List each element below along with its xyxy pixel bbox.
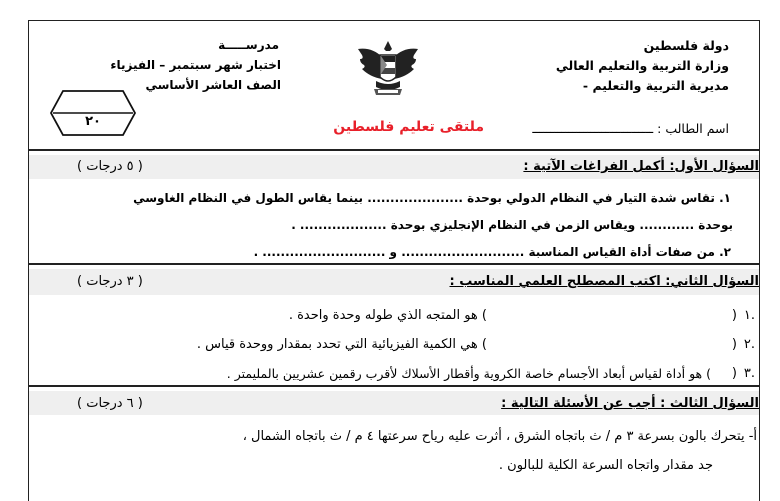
q1-line-3: ٢. من صفات أداة القياس المناسبة ........................... و ........................... .	[253, 245, 731, 259]
q2-item-3-text: ) هو أداة لقياس أبعاد الأجسام خاصة الكروية وأقطار الأسلاك لأقرب رقمين عشريين بالمليمتر .	[226, 366, 711, 381]
forum-name: ملتقى تعليم فلسطين	[333, 119, 484, 135]
q2-item-3-open: (	[731, 366, 737, 381]
q2-item-2-text: ) هي الكمية الفيزيائية التي تحدد بمقدار ووحدة قياس .	[196, 337, 487, 352]
school-label: مدرســـــة	[218, 38, 279, 52]
q3-title: السؤال الثالث : أجب عن الأسئلة التالية :	[501, 396, 759, 411]
exam-title: اختبار شهر سبتمبر – الفيزياء	[110, 58, 281, 72]
score-total: ٢٠	[85, 114, 101, 129]
directorate-name: مديرية التربية والتعليم -	[582, 78, 729, 93]
q3-line-1: أ- يتحرك بالون بسرعة ٣ م / ث باتجاه الشرق ، أثرت عليه رياح سرعتها ٤ م / ث باتجاه الشمال ،	[242, 429, 757, 444]
grade-label: الصف العاشر الأساسي	[145, 78, 281, 92]
country-name: دولة فلسطين	[643, 38, 729, 53]
q2-item-2-open: (	[731, 337, 737, 352]
q1-grade: ( ٥ درجات )	[77, 159, 143, 174]
q2-item-2-num: .٢	[743, 337, 755, 352]
q2-item-3-num: .٣	[743, 366, 755, 381]
score-hexagon	[49, 89, 137, 137]
exam-page	[28, 20, 760, 501]
q2-title: السؤال الثاني: اكتب المصطلح العلمي المناسب :	[449, 274, 759, 289]
q3-grade: ( ٦ درجات )	[77, 396, 143, 411]
palestine-emblem-icon	[354, 39, 422, 101]
ministry-name: وزارة التربية والتعليم العالي	[555, 58, 729, 73]
q2-item-1-num: .١	[743, 308, 755, 323]
q2-item-1-text: ) هو المتجه الذي طوله وحدة واحدة .	[288, 308, 487, 323]
q1-title: السؤال الأول: أكمل الفراغات الآتية :	[523, 159, 759, 174]
student-name-label: اسم الطالب : ـــــــــــــــــــــــــــــــــ	[532, 121, 729, 136]
q2-item-1-open: (	[731, 308, 737, 323]
q1-line-2: بوحدة ............ ويقاس الزمن في النظام الإنجليزي بوحدة ................... .	[291, 218, 733, 232]
q3-line-2: جد مقدار واتجاه السرعة الكلية للبالون .	[498, 458, 713, 473]
q2-grade: ( ٣ درجات )	[77, 274, 143, 289]
q1-line-1: ١. تقاس شدة التيار في النظام الدولي بوحدة ..................... بينما يقاس الطول في النظام الغاوسي	[133, 191, 731, 205]
